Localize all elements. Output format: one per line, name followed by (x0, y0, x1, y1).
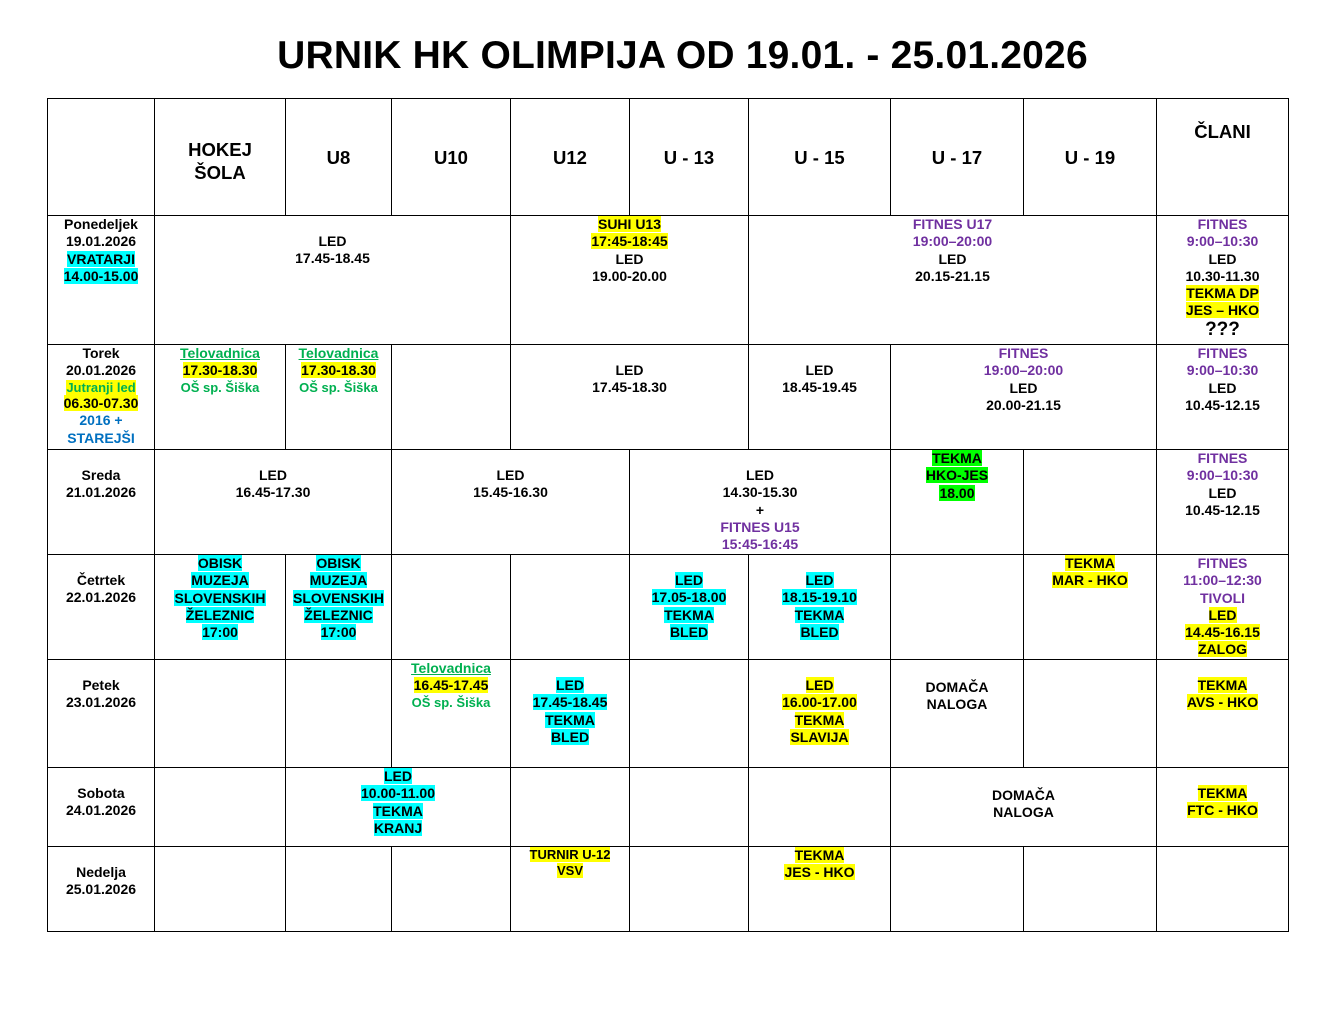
cell-line: DOMAČA (992, 787, 1055, 803)
goalies-time: 14.00-15.00 (63, 267, 139, 284)
schedule-cell (1024, 555, 1157, 660)
day-name: Sreda (81, 467, 121, 483)
cell-line: 20.15-21.15 (915, 267, 990, 284)
schedule-cell (630, 555, 749, 660)
header-clani: ČLANI (1157, 99, 1289, 216)
row-sunday (48, 847, 1289, 932)
schedule-cell (286, 345, 392, 450)
cell-line: LED (1208, 379, 1237, 396)
row-friday (48, 660, 1289, 768)
row-thursday (48, 555, 1289, 660)
cell-line: TEKMA (545, 711, 595, 728)
schedule-cell (1157, 216, 1289, 345)
cell-line: FITNES (1197, 216, 1248, 232)
cell-line: BLED (800, 623, 839, 640)
cell-line: SLOVENSKIH (174, 589, 266, 606)
cell-line: 17.30-18.30 (301, 362, 376, 379)
cell-line: TURNIR U-12 (529, 847, 611, 862)
cell-line: 10.45-12.15 (1185, 501, 1260, 518)
cell-line: 17:45-18:45 (591, 233, 668, 250)
day-name: Četrtek (76, 572, 126, 588)
cell-line: LED (675, 572, 703, 588)
cell-line: OBISK (316, 555, 361, 571)
cell-line: 15.45-16.30 (473, 484, 548, 501)
cell-line: 18.45-19.45 (782, 379, 857, 396)
schedule-cell (1157, 555, 1289, 660)
day-date: 19.01.2026 (65, 233, 137, 250)
cell-line: LED (805, 677, 834, 693)
page-title: URNIK HK OLIMPIJA OD 19.01. - 25.01.2026 (277, 34, 1088, 77)
cell-line: AVS - HKO (1186, 694, 1259, 711)
cell-line: 20.00-21.15 (986, 396, 1061, 413)
cell-line: LED (318, 233, 347, 249)
row-tuesday (48, 345, 1289, 450)
cell-line: MUZEJA (191, 572, 249, 589)
cell-line: 18.15-19.10 (782, 589, 857, 606)
day-cell (48, 450, 155, 555)
cell-line: HKO-JES (925, 467, 989, 484)
schedule-cell (1157, 660, 1289, 768)
schedule-cell (286, 768, 511, 847)
cell-line: ??? (1205, 318, 1240, 340)
schedule-cell (392, 660, 511, 768)
day-cell (48, 555, 155, 660)
cell-line: BLED (669, 623, 709, 640)
day-date: 23.01.2026 (65, 694, 137, 711)
schedule-cell (1024, 450, 1157, 555)
cell-line: LED (805, 572, 834, 588)
cell-line: DOMAČA (925, 679, 989, 695)
schedule-cell (1157, 768, 1289, 847)
cell-line: SLOVENSKIH (292, 589, 384, 606)
header-hokej-sola-line2: ŠOLA (194, 162, 246, 183)
schedule-cell (511, 847, 630, 932)
schedule-cell (891, 660, 1024, 768)
cell-line: FITNES U15 (720, 518, 800, 535)
cell-line: 17.45-18.30 (592, 379, 667, 396)
cell-line: 18.00 (939, 484, 975, 501)
day-date: 24.01.2026 (65, 802, 137, 819)
schedule-cell (286, 847, 392, 932)
schedule-cell (1157, 450, 1289, 555)
cell-line: OŠ sp. Šiška (180, 379, 260, 395)
morning-ice-label: Jutranji led (66, 379, 136, 395)
schedule-cell (155, 345, 286, 450)
schedule-cell (749, 768, 891, 847)
cell-line: Telovadnica (411, 660, 491, 676)
cell-line: 9:00–10:30 (1186, 362, 1259, 379)
cell-line: VSV (556, 862, 583, 878)
cell-line: 15:45-16:45 (721, 536, 799, 553)
cell-line: SLAVIJA (790, 728, 849, 745)
cell-line: LED (1009, 379, 1038, 396)
schedule-cell (891, 555, 1024, 660)
morning-ice-group: 2016 + (79, 412, 123, 429)
header-u13: U - 13 (630, 99, 749, 216)
cell-line: LED (746, 467, 774, 483)
cell-line: LED (615, 250, 644, 267)
cell-line: MAR - HKO (1052, 572, 1128, 589)
row-wednesday (48, 450, 1289, 555)
schedule-cell (392, 345, 511, 450)
schedule-table (47, 98, 1289, 932)
schedule-cell (630, 450, 891, 555)
schedule-cell (511, 345, 749, 450)
header-row (48, 99, 1289, 216)
schedule-cell (286, 555, 392, 660)
schedule-cell (749, 660, 891, 768)
header-u8: U8 (286, 99, 392, 216)
cell-line: FITNES U17 (912, 216, 993, 232)
schedule-cell (891, 847, 1024, 932)
schedule-cell (511, 216, 749, 345)
day-cell (48, 345, 155, 450)
cell-line: FTC - HKO (1187, 802, 1258, 819)
header-u10: U10 (392, 99, 511, 216)
schedule-cell (749, 216, 1157, 345)
schedule-cell (392, 555, 511, 660)
cell-line: 11:00–12:30 (1183, 572, 1262, 589)
cell-line: FITNES (1197, 555, 1248, 571)
header-u12: U12 (511, 99, 630, 216)
day-name: Sobota (77, 785, 125, 801)
cell-line: OBISK (197, 555, 243, 571)
cell-line: 10.45-12.15 (1185, 396, 1260, 413)
cell-line: 17:00 (202, 624, 238, 641)
schedule-cell (891, 450, 1024, 555)
cell-line: 9:00–10:30 (1186, 233, 1259, 250)
schedule-cell (1157, 345, 1289, 450)
schedule-cell (1024, 660, 1157, 768)
morning-ice-group: STAREJŠI (67, 429, 135, 446)
cell-line: ŽELEZNIC (185, 606, 255, 623)
header-u17: U - 17 (891, 99, 1024, 216)
schedule-cell (630, 847, 749, 932)
day-name: Ponedeljek (64, 216, 138, 232)
cell-line: 9:00–10:30 (1186, 467, 1259, 484)
schedule-cell (749, 847, 891, 932)
day-name: Nedelja (76, 864, 126, 880)
day-cell (48, 216, 155, 345)
cell-line: 16.00-17.00 (782, 694, 857, 711)
row-saturday (48, 768, 1289, 847)
goalies-label: VRATARJI (67, 250, 135, 267)
schedule-cell (155, 847, 286, 932)
cell-line: 17.45-18.45 (532, 694, 608, 711)
schedule-cell (155, 216, 511, 345)
cell-line: OŠ sp. Šiška (299, 379, 378, 395)
schedule-cell (630, 768, 749, 847)
cell-line: Telovadnica (298, 345, 379, 361)
schedule-cell (286, 660, 392, 768)
cell-line: 16.45-17.30 (235, 484, 311, 501)
cell-line: SUHI U13 (597, 216, 662, 232)
schedule-cell (1157, 847, 1289, 932)
cell-line: TEKMA (664, 606, 714, 623)
schedule-cell (891, 345, 1157, 450)
schedule-cell (155, 768, 286, 847)
schedule-cell (155, 660, 286, 768)
day-name: Torek (82, 345, 120, 361)
cell-line: TEKMA (373, 802, 423, 819)
schedule-cell (392, 847, 511, 932)
day-date: 25.01.2026 (65, 881, 137, 898)
cell-line: LED (496, 467, 525, 483)
cell-line: LED (1208, 606, 1237, 623)
schedule-cell (511, 660, 630, 768)
cell-line: LED (384, 768, 412, 784)
cell-line: ŽELEZNIC (304, 606, 373, 623)
day-date: 21.01.2026 (65, 484, 137, 501)
cell-line: 10.00-11.00 (361, 785, 435, 802)
cell-line: TEKMA (1065, 555, 1115, 571)
cell-line: 17.45-18.45 (295, 250, 370, 267)
cell-line: TEKMA (1197, 785, 1248, 801)
cell-line: TEKMA (1197, 677, 1248, 693)
day-date: 20.01.2026 (65, 362, 137, 379)
day-cell (48, 660, 155, 768)
cell-line: 19:00–20:00 (983, 362, 1064, 379)
header-hokej-sola-line1: HOKEJ (188, 139, 252, 160)
cell-line: 10.30-11.30 (1185, 267, 1260, 284)
cell-line: 17.30-18.30 (182, 362, 258, 379)
day-cell (48, 847, 155, 932)
morning-ice-time: 06.30-07.30 (63, 395, 139, 412)
cell-line: TIVOLI (1199, 589, 1246, 606)
schedule-cell (155, 450, 392, 555)
cell-line: LED (1208, 250, 1237, 267)
row-monday (48, 216, 1289, 345)
cell-line: 19.00-20.00 (592, 267, 667, 284)
day-date: 22.01.2026 (65, 589, 137, 606)
schedule-cell (630, 660, 749, 768)
cell-line: JES - HKO (784, 864, 855, 881)
header-day-cell (48, 99, 155, 216)
cell-line: FITNES (1197, 450, 1248, 466)
cell-line: LED (615, 362, 644, 378)
cell-line: KRANJ (373, 819, 423, 836)
cell-line: 14.30-15.30 (722, 484, 798, 501)
cell-line: FITNES (1197, 345, 1248, 361)
cell-line: LED (259, 467, 287, 483)
cell-line: FITNES (998, 345, 1049, 361)
cell-line: TEKMA (932, 450, 982, 466)
cell-line: BLED (550, 728, 590, 745)
cell-line: TEKMA (794, 711, 845, 728)
schedule-cell (749, 345, 891, 450)
cell-line: NALOGA (993, 804, 1054, 821)
schedule-cell (511, 768, 630, 847)
cell-line: JES – HKO (1185, 302, 1260, 319)
schedule-cell (891, 768, 1157, 847)
cell-line: LED (556, 677, 584, 693)
cell-line: 14.45-16.15 (1185, 624, 1260, 641)
cell-line: LED (805, 362, 834, 378)
cell-line: ZALOG (1198, 641, 1247, 658)
schedule-cell (155, 555, 286, 660)
header-u19: U - 19 (1024, 99, 1157, 216)
schedule-cell (749, 555, 891, 660)
cell-line: TEKMA (794, 847, 845, 863)
cell-line: OŠ sp. Šiška (411, 694, 491, 710)
day-name: Petek (82, 677, 120, 693)
cell-line: 16.45-17.45 (413, 677, 489, 694)
schedule-cell (392, 450, 630, 555)
cell-line: + (755, 501, 765, 518)
cell-line: LED (1208, 484, 1237, 501)
cell-line: NALOGA (926, 696, 988, 713)
header-u15: U - 15 (749, 99, 891, 216)
schedule-cell (1024, 847, 1157, 932)
cell-line: TEKMA DP (1186, 285, 1259, 302)
cell-line: 19:00–20:00 (912, 233, 993, 250)
cell-line: MUZEJA (309, 572, 368, 589)
cell-line: TEKMA (794, 606, 845, 623)
header-hokej-sola (155, 99, 286, 216)
day-cell (48, 768, 155, 847)
schedule-cell (511, 555, 630, 660)
cell-line: LED (938, 250, 967, 267)
cell-line: Telovadnica (180, 345, 260, 361)
cell-line: 17.05-18.00 (651, 589, 727, 606)
cell-line: 17:00 (320, 624, 357, 641)
